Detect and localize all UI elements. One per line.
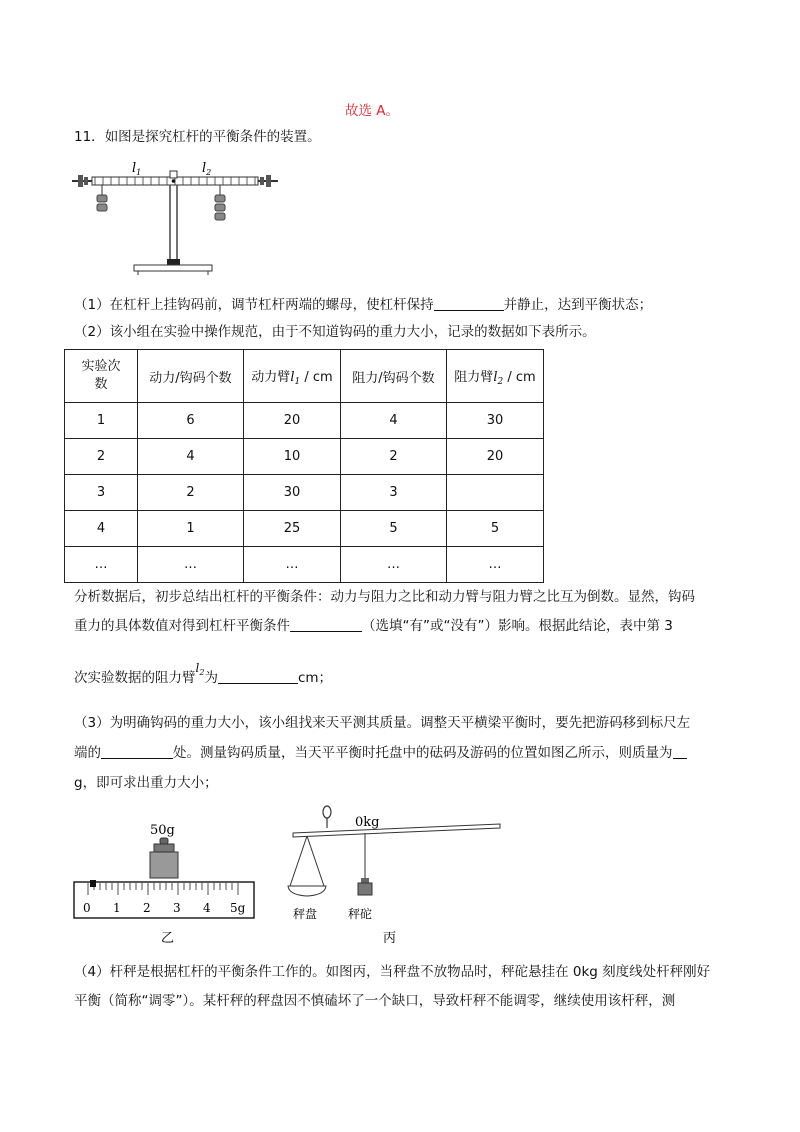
table-cell-empty[interactable] — [447, 475, 544, 511]
table-cell: … — [341, 547, 447, 583]
table-cell: 30 — [244, 475, 341, 511]
table-header-cell: 实验次数 — [65, 350, 138, 403]
data-table — [64, 349, 544, 583]
question-stem-text: 如图是探究杠杆的平衡条件的装置。 — [104, 129, 321, 145]
part3-line-2: 端的 处。测量钩码质量，当天平平衡时托盘中的砝码及游码的位置如图乙所示，则质量为 — [74, 743, 687, 763]
analysis-line-3: 次实验数据的阻力臂$l^2$为 cm； — [74, 661, 333, 686]
table-header-cell: 阻力臂$l_2$ / cm — [447, 350, 544, 403]
question-stem — [74, 127, 321, 147]
part4-line-2: 平衡（简称“调零”）。某杆秤的秤盘因不慎磕坏了一个缺口，导致杆秤不能调零，继续使用该杆秤，测 — [74, 993, 676, 1009]
scale-label: 1 — [113, 901, 121, 915]
table-cell: 5 — [341, 511, 447, 547]
part3-line-1: （3）为明确钩码的重力大小，该小组找来天平测其质量。调整天平横梁平衡时，要先把游码移到标尺左 — [74, 715, 691, 731]
answer-line: 故选 A。 — [345, 103, 400, 119]
analysis-line-1: 分析数据后，初步总结出杠杆的平衡条件：动力与阻力之比和动力臂与阻力臂之比互为倒数。显然，钩码 — [74, 589, 695, 605]
lever-label-l1: $l_1$ — [132, 161, 142, 177]
table-row — [65, 475, 544, 511]
table-cell: 2 — [341, 439, 447, 475]
table-header-row — [65, 350, 544, 403]
pan-label: 秤盘 — [293, 907, 318, 921]
weight-label: 50g — [150, 823, 175, 838]
steelyard-figure — [285, 800, 510, 945]
table-cell: … — [65, 547, 138, 583]
table-row — [65, 439, 544, 475]
table-cell: … — [138, 547, 244, 583]
answer-blank-1[interactable] — [434, 296, 504, 311]
figure-caption-c: 丙 — [383, 931, 397, 945]
part3-line-3: g，即可求出重力大小； — [74, 775, 218, 791]
scale-label: 2 — [143, 901, 151, 915]
table-cell: 30 — [447, 403, 544, 439]
scale-label: 0 — [83, 901, 91, 915]
part1-text: （1）在杠杆上挂钩码前，调节杠杆两端的螺母，使杠杆保持 并静止，达到平衡状态； — [74, 297, 653, 313]
table-header-cell: 动力/钩码个数 — [138, 350, 244, 403]
question-number: 11． — [74, 129, 105, 145]
scale-label: 5g — [230, 901, 246, 915]
table-cell: 25 — [244, 511, 341, 547]
figure-caption-b: 乙 — [161, 931, 175, 945]
part4-line-1: （4）杆秤是根据杠杆的平衡条件工作的。如图丙，当秤盘不放物品时，秤砣悬挂在 0kg 刻度线处杆秤刚好 — [74, 964, 711, 980]
table-cell: … — [244, 547, 341, 583]
counterweight-label: 秤砣 — [348, 907, 373, 921]
table-row — [65, 547, 544, 583]
balance-rider-figure — [70, 820, 260, 945]
table-cell: 5 — [447, 511, 544, 547]
table-cell: 10 — [244, 439, 341, 475]
table-cell: 2 — [65, 439, 138, 475]
zero-kg-label: 0kg — [355, 815, 380, 830]
answer-blank-5[interactable] — [673, 744, 687, 759]
lever-label-l2: $l_2$ — [202, 161, 212, 177]
analysis-line-2: 重力的具体数值对得到杠杆平衡条件 （选填“有”或“没有”）影响。根据此结论，表中第 3 — [74, 618, 673, 634]
table-cell: 4 — [138, 439, 244, 475]
table-row — [65, 403, 544, 439]
answer-blank-2[interactable] — [290, 617, 362, 632]
table-cell: 2 — [138, 475, 244, 511]
scale-label: 3 — [173, 901, 181, 915]
table-cell: 3 — [341, 475, 447, 511]
lever-figure — [70, 155, 280, 280]
table-cell: 1 — [65, 403, 138, 439]
table-cell: 20 — [447, 439, 544, 475]
scale-label: 4 — [203, 901, 211, 915]
table-cell: 4 — [341, 403, 447, 439]
table-row — [65, 511, 544, 547]
table-cell: 1 — [138, 511, 244, 547]
answer-blank-3[interactable] — [218, 669, 298, 684]
table-cell: 3 — [65, 475, 138, 511]
table-cell: … — [447, 547, 544, 583]
table-cell: 6 — [138, 403, 244, 439]
table-header-cell: 阻力/钩码个数 — [341, 350, 447, 403]
part2-text: （2）该小组在实验中操作规范，由于不知道钩码的重力大小，记录的数据如下表所示。 — [74, 324, 596, 340]
table-cell: 4 — [65, 511, 138, 547]
table-cell: 20 — [244, 403, 341, 439]
table-header-cell: 动力臂$l_1$ / cm — [244, 350, 341, 403]
answer-blank-4[interactable] — [101, 744, 173, 759]
